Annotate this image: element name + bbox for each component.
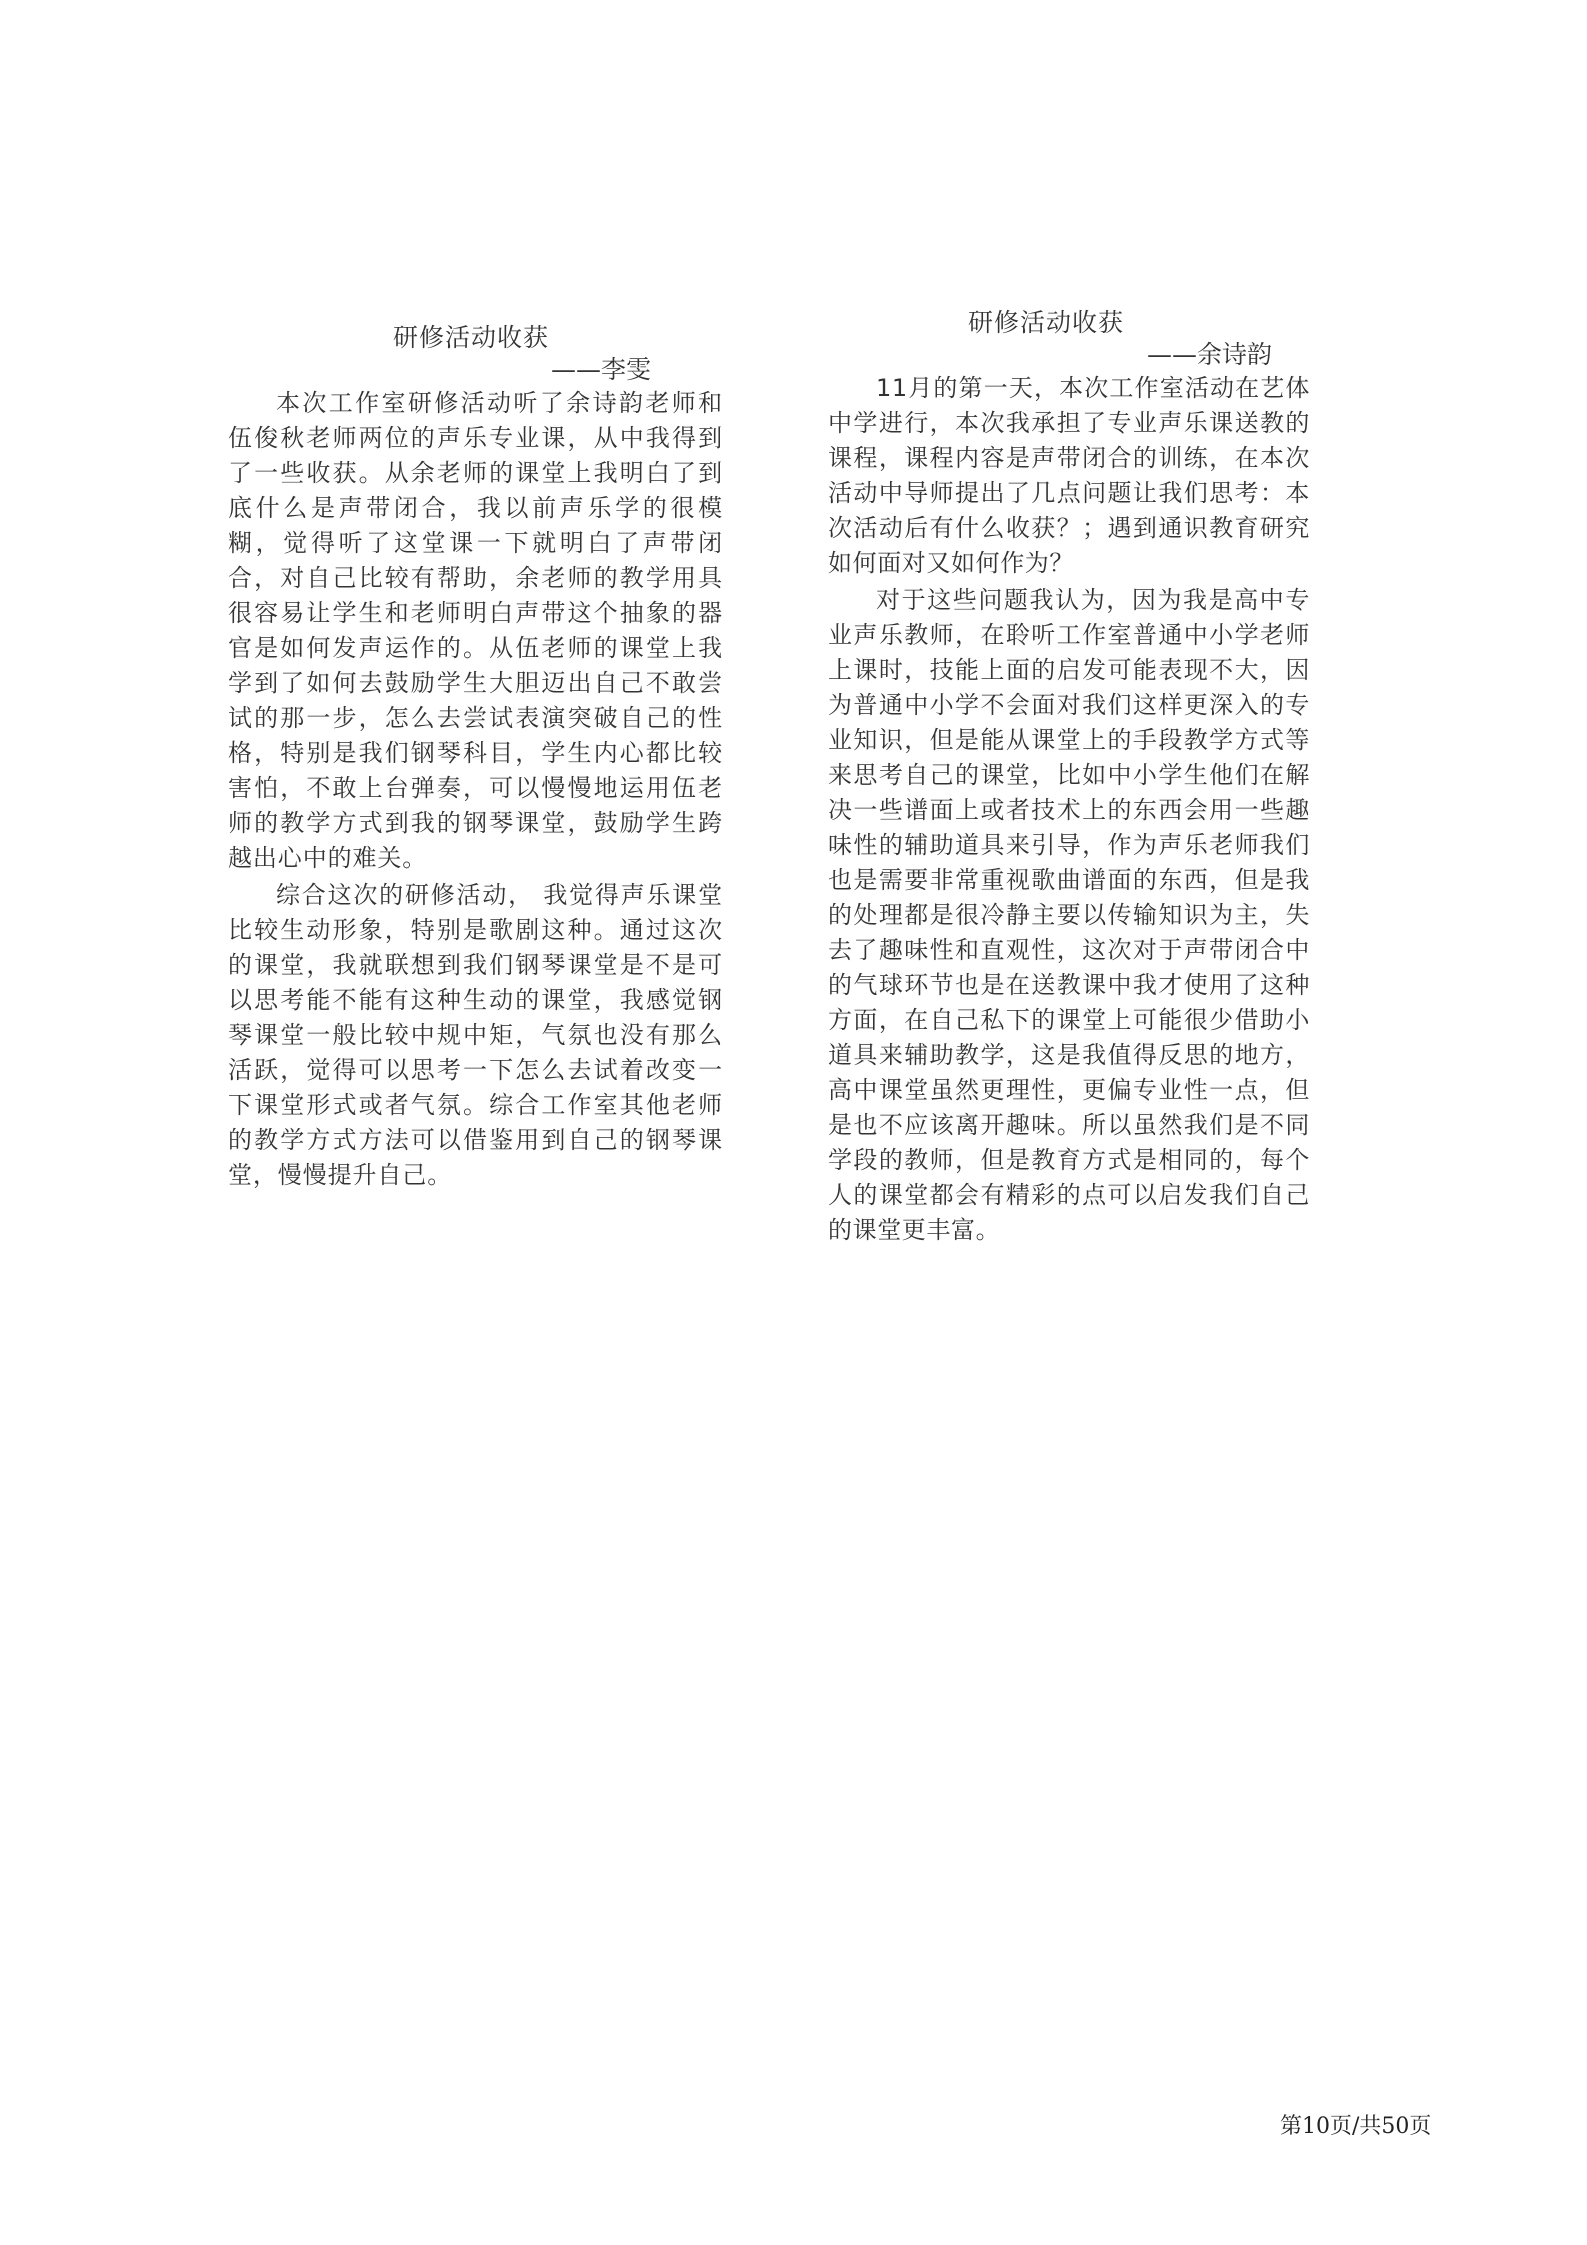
left-article-title: 研修活动收获 <box>393 323 550 352</box>
left-article <box>228 300 723 1193</box>
page-number: 第10页/共50页 <box>1280 2114 1432 2139</box>
right-article <box>828 300 1310 1248</box>
right-article-paragraph-2: 对于这些问题我认为，因为我是高中专业声乐教师，在聆听工作室普通中小学老师上课时，技能上面的启发可能表现不大，因为普通中小学不会面对我们这样更深入的专业知识，但是能从课堂上的手段教学方式等来思考自己的课堂，比如中小学生他们在解决一些谱面上或者技术上的东西会用一些趣味性的辅助道具来引导，作为声乐老师我们也是需要非常重视歌曲谱面的东西，但是我的处理都是很冷静主要以传输知识为主，失去了趣味性和直观性，这次对于声带闭合中的气球环节也是在送教课中我才使用了这种方面，在自己私下的课堂上可能很少借助小道具来辅助教学，这是我值得反思的地方，高中课堂虽然更理性，更偏专业性一点，但是也不应该离开趣味。所以虽然我们是不同学段的教师，但是教育方式是相同的，每个人的课堂都会有精彩的点可以启发我们自己的课堂更丰富。 <box>828 586 1310 1244</box>
left-article-paragraph-1: 本次工作室研修活动听了余诗韵老师和伍俊秋老师两位的声乐专业课，从中我得到了一些收获。从余老师的课堂上我明白了到底什么是声带闭合，我以前声乐学的很模糊，觉得听了这堂课一下就明白了声带闭合，对自己比较有帮助，余老师的教学用具很容易让学生和老师明白声带这个抽象的器官是如何发声运作的。从伍老师的课堂上我学到了如何去鼓励学生大胆迈出自己不敢尝试的那一步，怎么去尝试表演突破自己的性格，特别是我们钢琴科目，学生内心都比较害怕，不敢上台弹奏，可以慢慢地运用伍老师的教学方式到我的钢琴课堂，鼓励学生跨越出心中的难关。 <box>228 389 723 872</box>
right-article-paragraph-1: 11月的第一天，本次工作室活动在艺体中学进行，本次我承担了专业声乐课送教的课程，课程内容是声带闭合的训练，在本次活动中导师提出了几点问题让我们思考：本次活动后有什么收获？；遇到通识教育研究如何面对又如何作为？ <box>828 374 1310 577</box>
left-article-paragraph-2: 综合这次的研修活动， 我觉得声乐课堂比较生动形象，特别是歌剧这种。通过这次的课堂，我就联想到我们钢琴课堂是不是可以思考能不能有这种生动的课堂，我感觉钢琴课堂一般比较中规中矩，气氛也没有那么活跃，觉得可以思考一下怎么去试着改变一下课堂形式或者气氛。综合工作室其他老师的教学方式方法可以借鉴用到自己的钢琴课堂，慢慢提升自己。 <box>228 881 723 1189</box>
right-article-title: 研修活动收获 <box>968 308 1125 337</box>
right-article-author: ——余诗韵 <box>1146 340 1272 369</box>
left-article-author: ——李雯 <box>550 355 651 384</box>
